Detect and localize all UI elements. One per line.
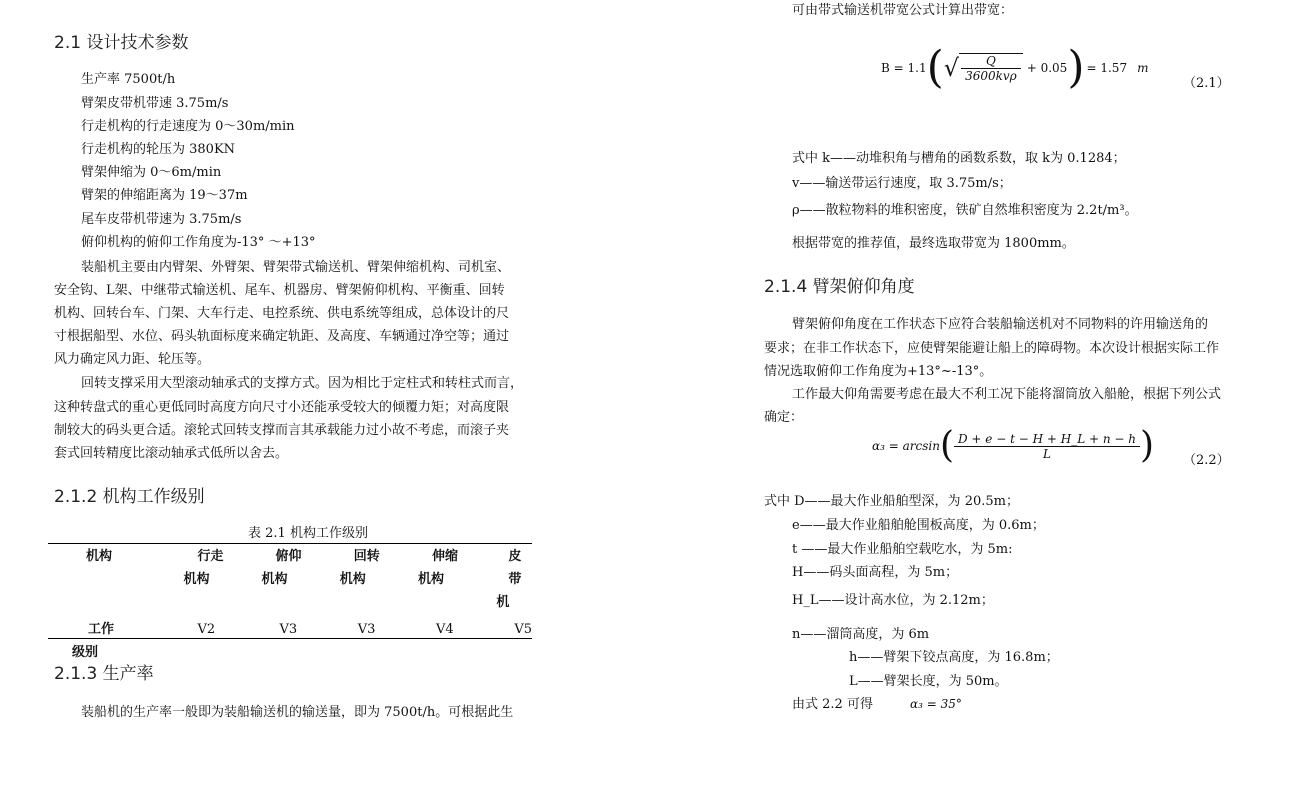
where-line: H_L——设计高水位，为 2.12m； (792, 593, 994, 608)
eq1-result: = 1.57 (1086, 61, 1128, 75)
sqrt-icon: √ (943, 54, 960, 82)
param-line: 生产率 7500t/h (81, 72, 176, 87)
result-prefix: 由式 2.2 可得 (792, 697, 873, 712)
param-line: 臂架皮带机带速 3.75m/s (81, 96, 229, 111)
text-line: 寸根据船型、水位、码头轨面标度来确定轨距、及高度、车辆通过净空等；通过 (54, 329, 510, 344)
work-class-table (48, 543, 532, 666)
table-cell: V5 (514, 622, 532, 637)
text-line: 确定： (764, 410, 804, 425)
left-paren: ( (939, 425, 954, 466)
text-line: 装船机主要由内臂架、外臂架、臂架带式输送机、臂架伸缩机构、司机室、 (81, 260, 511, 275)
table-header-cell: 机构 (86, 549, 113, 564)
right-paren: ) (1140, 425, 1155, 466)
param-line: 行走机构的轮压为 380KN (81, 142, 236, 157)
text-line: 这种转盘式的重心更低同时高度方向尺寸小还能承受较大的倾覆力矩；对高度限 (54, 400, 510, 415)
text-line: 情况选取俯仰工作角度为+13°~-13°。 (764, 364, 993, 379)
table-header-cell: 伸缩 机构 (418, 549, 459, 587)
table-cell: V3 (357, 622, 376, 637)
eq1-unit: m (1137, 61, 1149, 75)
result-equation: α₃ = 35° (910, 697, 962, 711)
param-line: 行走机构的行走速度为 0～30m/min (81, 119, 295, 134)
right-paren: ) (1067, 42, 1085, 93)
table-header-cell: 皮带 机 (496, 549, 522, 610)
eq1-denominator: 3600kvρ (961, 68, 1021, 83)
eq2-denominator: L (954, 446, 1140, 461)
eq2-lhs: α₃ = arcsin (872, 439, 940, 453)
eq1-numerator: Q (985, 54, 996, 68)
bandwidth-choice: 根据带宽的推荐值，最终选取带宽为 1800mm。 (792, 236, 1075, 251)
param-line: 俯仰机构的俯仰工作角度为-13° ～+13° (81, 235, 316, 250)
table-header-cell: 俯仰 机构 (261, 549, 302, 587)
table-cell: V3 (279, 622, 298, 637)
where-line: H——码头面高程，为 5m； (792, 565, 959, 580)
text-line: 套式回转精度比滚动轴承式低所以舍去。 (54, 446, 289, 461)
eq2-fraction (954, 432, 1140, 461)
equation-2-2 (872, 424, 1154, 468)
table-bottom-rule (48, 638, 532, 639)
where-line: t ——最大作业船舶空载吃水，为 5m: (792, 542, 1013, 557)
param-line: 臂架伸缩为 0～6m/min (81, 165, 222, 180)
where-line: 式中 D——最大作业船舶型深，为 20.5m； (764, 494, 1019, 509)
where-line: L——臂架长度，为 50m。 (849, 674, 1008, 689)
where-line: v——输送带运行速度，取 3.75m/s； (792, 176, 1012, 191)
heading-2-1-3: 2.1.3 生产率 (54, 664, 154, 684)
eq2-numerator: D + e − t − H + H_L + n − h (957, 431, 1136, 446)
table-header-row (48, 543, 532, 616)
left-paren: ( (926, 42, 944, 93)
heading-2-1-4: 2.1.4 臂架俯仰角度 (764, 277, 915, 297)
table-header-cell: 回转 机构 (339, 549, 380, 587)
heading-2-1-2: 2.1.2 机构工作级别 (54, 487, 205, 507)
where-line: h——臂架下铰点高度，为 16.8m； (849, 650, 1059, 665)
where-line: e——最大作业船舶舱围板高度，为 0.6m； (792, 518, 1045, 533)
text-line: 臂架俯仰角度在工作状态下应符合装船输送机对不同物料的许用输送角的 (792, 317, 1209, 332)
text-line: 制较大的码头更合适。滚轮式回转支撑而言其承载能力过小故不考虑，而滚子夹 (54, 423, 510, 438)
text-line: 风力确定风力距、轮压等。 (54, 352, 211, 367)
param-line: 臂架的伸缩距离为 19～37m (81, 188, 248, 203)
bandwidth-intro: 可由带式输送机带宽公式计算出带宽： (792, 3, 1014, 18)
heading-2-1: 2.1 设计技术参数 (54, 33, 189, 53)
eq1-number: （2.1） (1183, 76, 1230, 91)
eq2-number: （2.2） (1183, 453, 1230, 468)
text-line: 机构、回转台车、门架、大车行走、电控系统、供电系统等组成，总体设计的尺 (54, 306, 510, 321)
text-line: 工作最大仰角需要考虑在最大不利工况下能将溜筒放入船舱，根据下列公式 (792, 387, 1222, 402)
text-line: 安全钩、L架、中继带式输送机、尾车、机器房、臂架俯仰机构、平衡重、回转 (54, 283, 505, 298)
table-row-label: 工作 级别 (72, 622, 115, 660)
table-caption: 表 2.1 机构工作级别 (248, 526, 368, 541)
eq1-fraction (959, 53, 1023, 83)
where-line: 式中 k——动堆积角与槽角的函数系数，取 k为 0.1284； (792, 151, 1126, 166)
table-header-cell: 行走 机构 (183, 549, 224, 587)
table-cell: V2 (197, 622, 216, 637)
where-line: ρ——散粒物料的堆积密度，铁矿自然堆积密度为 2.2t/m³。 (792, 203, 1138, 218)
eq1-tail: + 0.05 (1026, 61, 1068, 75)
equation-2-1 (881, 40, 1148, 96)
eq1-lhs: B = 1.1 (881, 61, 927, 75)
param-line: 尾车皮带机带速为 3.75m/s (81, 212, 242, 227)
text-line: 要求；在非工作状态下，应使臂架能避让船上的障碍物。本次设计根据实际工作 (764, 341, 1220, 356)
text-line: 回转支撑采用大型滚动轴承式的支撑方式。因为相比于定柱式和转柱式而言， (81, 376, 524, 391)
paragraph-production: 装船机的生产率一般即为装船输送机的输送量，即为 7500t/h。可根据此生 (81, 705, 514, 720)
where-line: n——溜筒高度，为 6m (792, 627, 930, 642)
table-cell: V4 (436, 622, 454, 637)
